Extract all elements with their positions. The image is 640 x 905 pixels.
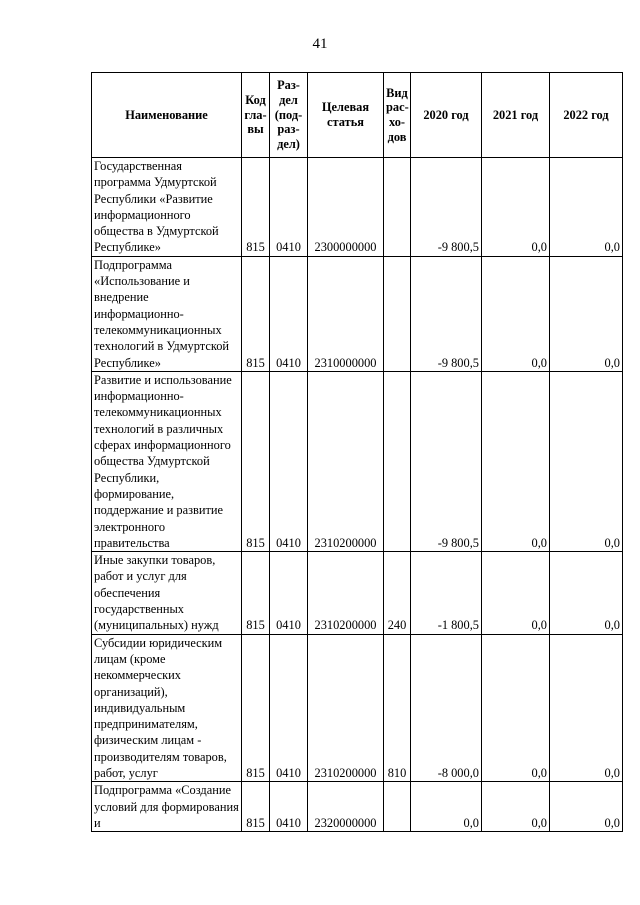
row-2022: 0,0: [550, 782, 623, 832]
row-chapter: 815: [242, 782, 270, 832]
header-2021: 2021 год: [482, 73, 550, 158]
header-2022: 2022 год: [550, 73, 623, 158]
row-exp-type: [384, 782, 411, 832]
row-2021: 0,0: [482, 634, 550, 782]
header-section: Раз-дел (под-раз-дел): [270, 73, 308, 158]
row-name: Подпрограмма «Создание условий для формирования и: [92, 782, 242, 832]
row-2021: 0,0: [482, 256, 550, 371]
row-target: 2310200000: [308, 552, 384, 634]
row-2021: 0,0: [482, 371, 550, 551]
header-target: Целевая статья: [308, 73, 384, 158]
header-name: Наименование: [92, 73, 242, 158]
row-exp-type: [384, 256, 411, 371]
row-2021: 0,0: [482, 782, 550, 832]
row-2020: -9 800,5: [411, 256, 482, 371]
row-2022: 0,0: [550, 634, 623, 782]
row-exp-type: 810: [384, 634, 411, 782]
row-section: 0410: [270, 371, 308, 551]
row-target: 2300000000: [308, 158, 384, 257]
table-row: [92, 158, 623, 257]
header-chapter: Код гла-вы: [242, 73, 270, 158]
row-2022: 0,0: [550, 256, 623, 371]
page-number: 41: [312, 36, 328, 52]
row-exp-type: [384, 371, 411, 551]
row-name: Иные закупки товаров, работ и услуг для обеспечения государственных (муниципальных) нужд: [92, 552, 242, 634]
row-2020: -9 800,5: [411, 158, 482, 257]
table-row: [92, 256, 623, 371]
row-2020: -9 800,5: [411, 371, 482, 551]
row-2020: 0,0: [411, 782, 482, 832]
row-2021: 0,0: [482, 552, 550, 634]
row-target: 2310200000: [308, 634, 384, 782]
row-chapter: 815: [242, 158, 270, 257]
table-row: [92, 782, 623, 832]
table-header: [92, 73, 623, 158]
row-2022: 0,0: [550, 158, 623, 257]
row-exp-type: [384, 158, 411, 257]
row-target: 2310200000: [308, 371, 384, 551]
table-body: [92, 158, 623, 832]
row-chapter: 815: [242, 552, 270, 634]
table-row: [92, 634, 623, 782]
row-name: Развитие и использование информационно-телекоммуникационных технологий в различных сферах информационного общества Удмуртской Республики, формирование, поддержание и развитие электронного правительства: [92, 371, 242, 551]
budget-table: [91, 72, 623, 832]
row-section: 0410: [270, 634, 308, 782]
row-target: 2310000000: [308, 256, 384, 371]
row-2020: -8 000,0: [411, 634, 482, 782]
row-2021: 0,0: [482, 158, 550, 257]
row-target: 2320000000: [308, 782, 384, 832]
row-name: Субсидии юридическим лицам (кроме некоммерческих организаций), индивидуальным предпринимателям, физическим лицам - производителям товаров, работ, услуг: [92, 634, 242, 782]
row-name: Государственная программа Удмуртской Республики «Развитие информационного общества в Удмуртской Республике»: [92, 158, 242, 257]
row-chapter: 815: [242, 634, 270, 782]
row-2020: -1 800,5: [411, 552, 482, 634]
row-chapter: 815: [242, 256, 270, 371]
row-section: 0410: [270, 782, 308, 832]
row-2022: 0,0: [550, 552, 623, 634]
row-exp-type: 240: [384, 552, 411, 634]
row-chapter: 815: [242, 371, 270, 551]
table-row: [92, 371, 623, 551]
row-name: Подпрограмма «Использование и внедрение информационно-телекоммуникационных технологий в Удмуртской Республике»: [92, 256, 242, 371]
header-exp-type: Вид рас-хо-дов: [384, 73, 411, 158]
table-row: [92, 552, 623, 634]
row-section: 0410: [270, 256, 308, 371]
row-section: 0410: [270, 552, 308, 634]
row-2022: 0,0: [550, 371, 623, 551]
header-2020: 2020 год: [411, 73, 482, 158]
row-section: 0410: [270, 158, 308, 257]
